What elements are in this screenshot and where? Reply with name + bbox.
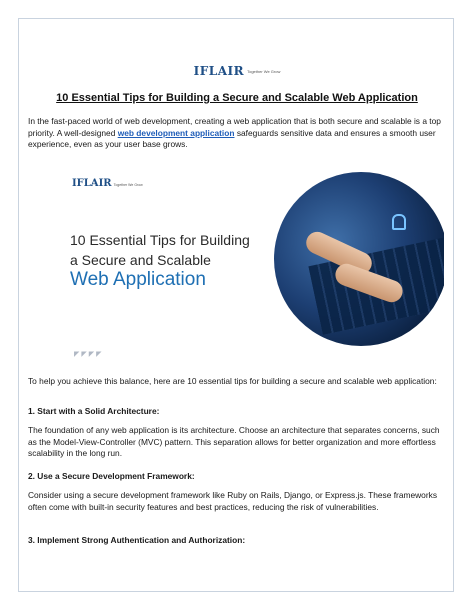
section-2-body: Consider using a secure development framework like Ruby on Rails, Django, or Express.js. These frameworks often come with built-in security features and best practices, reducing the risk of vulnerabilities.	[28, 490, 438, 512]
page-title: 10 Essential Tips for Building a Secure and Scalable Web Application	[56, 92, 418, 104]
section-1-heading: 1. Start with a Solid Architecture:	[28, 406, 160, 416]
hero-logo-tagline: Together We Grow	[113, 183, 143, 187]
hero-banner	[30, 158, 444, 364]
decorative-arrows: ◤◤◤◤	[74, 351, 104, 358]
intro-paragraph	[28, 116, 443, 151]
intro-text-after: safeguards sensitive data and ensures a smooth user experience, even as your user base grows.	[28, 127, 436, 150]
lock-icon	[392, 214, 406, 230]
lead-paragraph: To help you achieve this balance, here are 10 essential tips for building a secure and scalable web application:	[28, 376, 437, 386]
hero-heading-line3: Web Application	[70, 269, 206, 290]
brand-logo	[0, 64, 474, 78]
section-2-heading: 2. Use a Secure Development Framework:	[28, 471, 195, 481]
brand-logo-name: IFLAIR	[193, 64, 245, 78]
web-development-link[interactable]: web development application	[117, 127, 235, 138]
hero-logo-name: IFLAIR	[72, 178, 112, 189]
intro-text-before: In the fast-paced world of web development, creating a web application that is both secure and scalable is a top priority. A well-designed	[28, 116, 441, 138]
section-3-heading: 3. Implement Strong Authentication and Authorization:	[28, 535, 246, 545]
hero-heading-line2: a Secure and Scalable	[70, 252, 211, 268]
typing-hands-image	[274, 172, 444, 346]
hero-logo	[72, 178, 143, 189]
brand-tagline: Together We Grow	[247, 69, 281, 74]
hero-heading-line1: 10 Essential Tips for Building	[70, 232, 250, 248]
section-1-body: The foundation of any web application is its architecture. Choose an architecture that separates concerns, such as the Model-View-Controller (MVC) pattern. This separation allows for better organization and more effortless scalability in the long run.	[28, 425, 440, 459]
